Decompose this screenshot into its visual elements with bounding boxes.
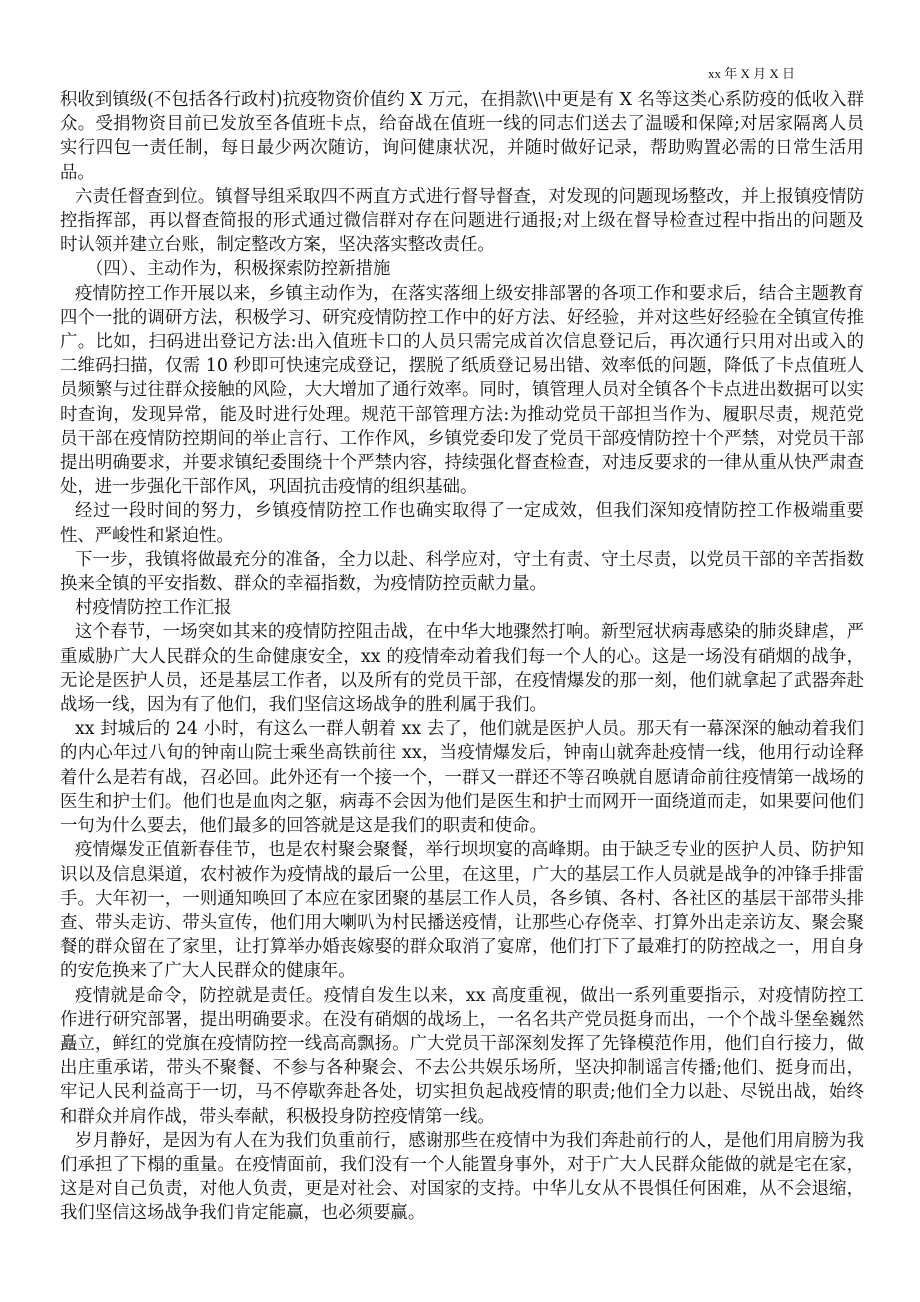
paragraph-text: 六责任督查到位。镇督导组采取四不两直方式进行督导督查，对发现的问题现场整改，并上报镇疫情防控指挥部，再以督查简报的形式通过微信群对存在问题进行通报;对上级在督导检查过程中指出的问题及时认领并建立台账，制定整改方案，坚决落实整改责任。 [60, 186, 864, 256]
paragraph [60, 620, 864, 717]
paragraph [60, 185, 864, 258]
paragraph [60, 717, 864, 838]
paragraph-text: xx 封城后的 24 小时，有这么一群人朝着 xx 去了，他们就是医护人员。那天有一幕深深的触动着我们的内心年过八旬的钟南山院士乘坐高铁前往 xx，当疫情爆发后，钟南山就奔赴疫情一线，他用行动诠释着什么是若有战，召必回。此外还有一个接一个，一群又一群还不等召唤就自愿请命前往疫情第一战场的医生和护士们。他们也是血肉之躯，病毒不会因为他们是医生和护士而网开一面绕道而走，如果要问他们一句为什么要去，他们最多的回答就是这是我们的职责和使命。 [60, 719, 864, 837]
paragraph [60, 1129, 864, 1226]
subtitle-text: 村疫情防控工作汇报 [75, 598, 232, 619]
paragraph-text: 这个春节，一场突如其来的疫情防控阻击战，在中华大地骤然打响。新型冠状病毒感染的肺炎肆虐，严重威胁广大人民群众的生命健康安全，xx 的疫情牵动着我们每一个人的心。这是一场没有硝烟的战争，无论是医护人员，还是基层工作者，以及所有的党员干部，在疫情爆发的那一刻，他们就拿起了武器奔赴战场一线，因为有了他们，我们坚信这场战争的胜利属于我们。 [60, 622, 864, 716]
section-heading [60, 257, 864, 281]
paragraph [60, 499, 864, 547]
document-body [60, 88, 864, 1226]
paragraph [60, 548, 864, 596]
paragraph [60, 838, 864, 983]
paragraph-text: 疫情防控工作开展以来，乡镇主动作为，在落实落细上级安排部署的各项工作和要求后，结合主题教育四个一批的调研方法，积极学习、研究疫情防控工作中的好方法、好经验，并对这些好经验在全镇宣传推广。比如，扫码进出登记方法:出入值班卡口的人员只需完成首次信息登记后，再次通行只用对出或入的二维码扫描，仅需 10 秒即可快速完成登记，摆脱了纸质登记易出错、效率低的问题，降低了卡点值班人员频繁与过往群众接触的风险，大大增加了通行效率。同时，镇管理人员对全镇各个卡点进出数据可以实时查询，发现异常，能及时进行处理。规范干部管理方法:为推动党员干部担当作为、履职尽责，规范党员干部在疫情防控期间的举止言行、工作作风，乡镇党委印发了党员干部疫情防控十个严禁，对党员干部提出明确要求，并要求镇纪委围绕十个严禁内容，持续强化督查检查，对违反要求的一律从重从快严肃查处，进一步强化干部作风，巩固抗击疫情的组织基础。 [60, 283, 864, 498]
paragraph-text: 经过一段时间的努力，乡镇疫情防控工作也确实取得了一定成效，但我们深知疫情防控工作极端重要性、严峻性和紧迫性。 [60, 501, 864, 546]
paragraph-text: 岁月静好，是因为有人在为我们负重前行，感谢那些在疫情中为我们奔赴前行的人，是他们用肩膀为我们承担了下榻的重量。在疫情面前，我们没有一个人能置身事外，对于广大人民群众能做的就是宅在家，这是对自己负责，对他人负责，更是对社会、对国家的支持。中华儿女从不畏惧任何困难，从不会退缩，我们坚信这场战争我们肯定能赢，也必须要赢。 [60, 1130, 864, 1224]
paragraph-text: 积收到镇级(不包括各行政村)抗疫物资价值约 X 万元，在捐款\\中更是有 X 名等这类心系防疫的低收入群众。受捐物资目前已发放至各值班卡点，给奋战在值班一线的同志们送去了温暖和保障;对居家隔离人员实行四包一责任制，每日最少两次随访，询问健康状况，并随时做好记录，帮助购置必需的日常生活用品。 [60, 90, 864, 183]
paragraph [60, 984, 864, 1129]
paragraph-text: 下一步，我镇将做最充分的准备，全力以赴、科学应对，守土有责、守土尽责，以党员干部的辛苦指数换来全镇的平安指数、群众的幸福指数，为疫情防控贡献力量。 [60, 549, 864, 595]
paragraph [60, 282, 864, 500]
paragraph-text: 疫情就是命令，防控就是责任。疫情自发生以来，xx 高度重视，做出一系列重要指示，对疫情防控工作进行研究部署，提出明确要求。在没有硝烟的战场上，一名名共产党员挺身而出，一个个战斗堡垒巍然矗立，鲜红的党旗在疫情防控一线高高飘扬。广大党员干部深刻发挥了先锋模范作用，他们自行接力，做出庄重承诺，带头不聚餐、不参与各种聚会、不去公共娱乐场所，坚决抑制谣言传播;他们、挺身而出，牢记人民利益高于一切，马不停歇奔赴各处，切实担负起战疫情的职责;他们全力以赴、尽锐出战，始终和群众并肩作战，带头奉献，积极投身防控疫情第一线。 [60, 985, 864, 1127]
header-date: xx 年 X 月 X 日 [707, 66, 795, 81]
paragraph-text: 疫情爆发正值新春佳节，也是农村聚会聚餐，举行坝坝宴的高峰期。由于缺乏专业的医护人员、防护知识以及信息渠道，农村被作为疫情战的最后一公里，在这里，广大的基层工作人员就是战争的冲锋手排雷手。大年初一，一则通知唤回了本应在家团聚的基层工作人员，各乡镇、各村、各社区的基层干部带头排查、带头走访、带头宣传，他们用大喇叭为村民播送疫情，让那些心存侥幸、打算外出走亲访友、聚会聚餐的群众留在了家里，让打算举办婚丧嫁娶的群众取消了宴席，他们打下了最难打的防控战之一，用自身的安危换来了广大人民群众的健康年。 [60, 840, 864, 982]
section-heading-text: （四）、主动作为，积极探索防控新措施 [86, 259, 391, 280]
paragraph [60, 88, 864, 185]
document-subtitle [60, 596, 864, 620]
